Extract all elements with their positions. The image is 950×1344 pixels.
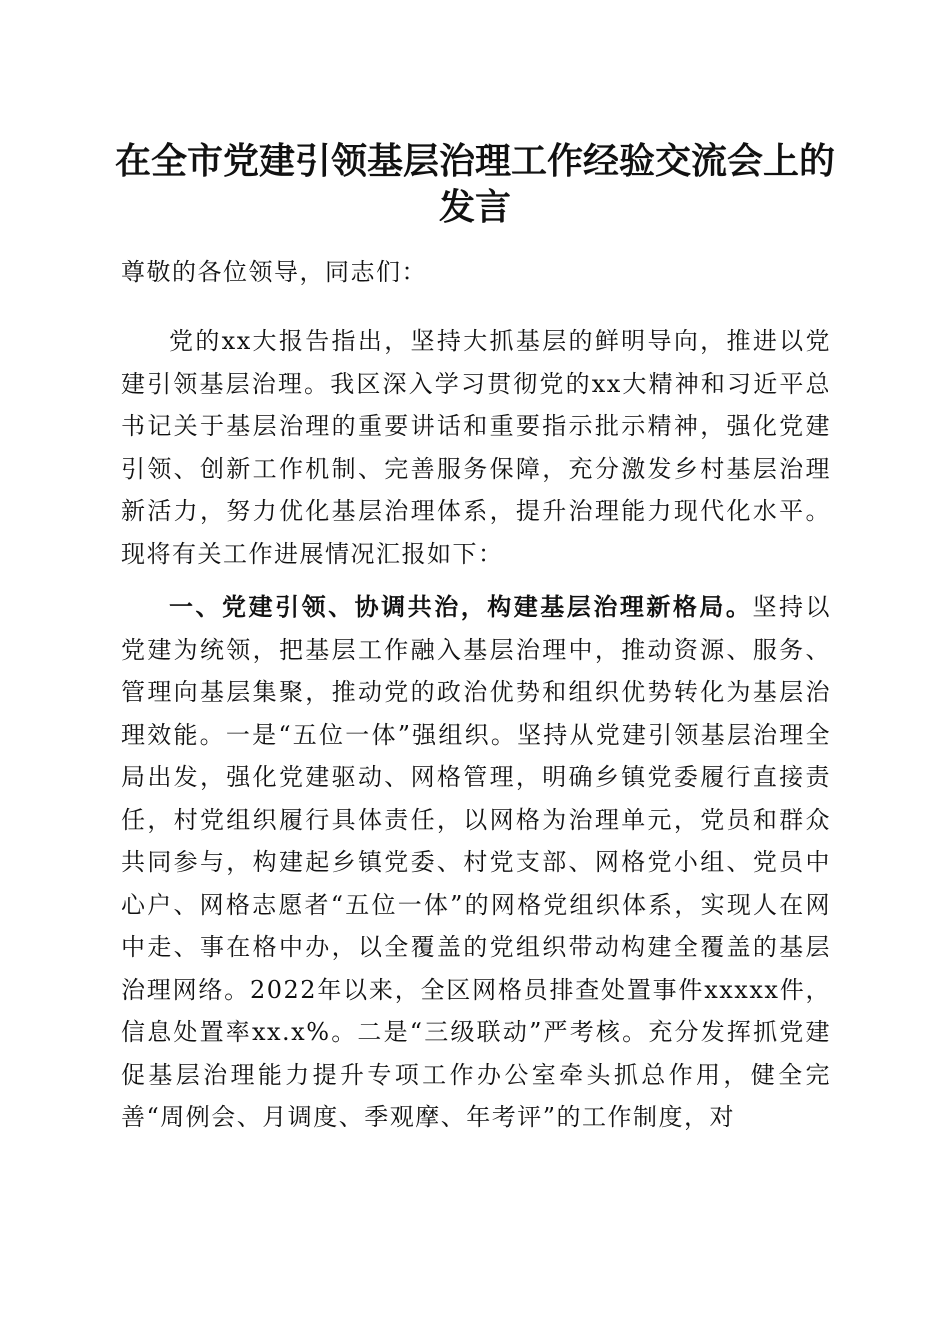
section-body: 坚持以党建为统领，把基层工作融入基层治理中，推动资源、服务、管理向基层集聚，推动党的政治优势和组织优势转化为基层治理效能。一是“五位一体”强组织。坚持从党建引领基层治理全局出发，强化党建驱动、网格管理，明确乡镇党委履行直接责任，村党组织履行具体责任，以网格为治理单元，党员和群众共同参与，构建起乡镇党委、村党支部、网格党小组、党员中心户、网格志愿者“五位一体”的网格党组织体系，实现人在网中走、事在格中办，以全覆盖的党组织带动构建全覆盖的基层治理网络。2022年以来，全区网格员排查处置事件xxxxx件，信息处置率xx.x%。二是“三级联动”严考核。充分发挥抓党建促基层治理能力提升专项工作办公室牵头抓总作用，健全完善“周例会、月调度、季观摩、年考评”的工作制度，对 — [121, 593, 832, 1131]
document-title-line-2: 发言 — [438, 186, 511, 228]
paragraph-section-one — [121, 586, 831, 1139]
section-heading: 一、党建引领、协调共治，构建基层治理新格局。 — [169, 593, 753, 621]
paragraph-intro: 党的xx大报告指出，坚持大抓基层的鲜明导向，推进以党建引领基层治理。我区深入学习贯彻党的xx大精神和习近平总书记关于基层治理的重要讲话和重要指示批示精神，强化党建引领、创新工作机制、完善服务保障，充分激发乡村基层治理新活力，努力优化基层治理体系，提升治理能力现代化水平。现将有关工作进展情况汇报如下： — [121, 327, 831, 568]
document-title-line-1: 在全市党建引领基层治理工作经验交流会上的 — [114, 140, 835, 182]
greeting: 尊敬的各位领导，同志们： — [121, 258, 427, 286]
